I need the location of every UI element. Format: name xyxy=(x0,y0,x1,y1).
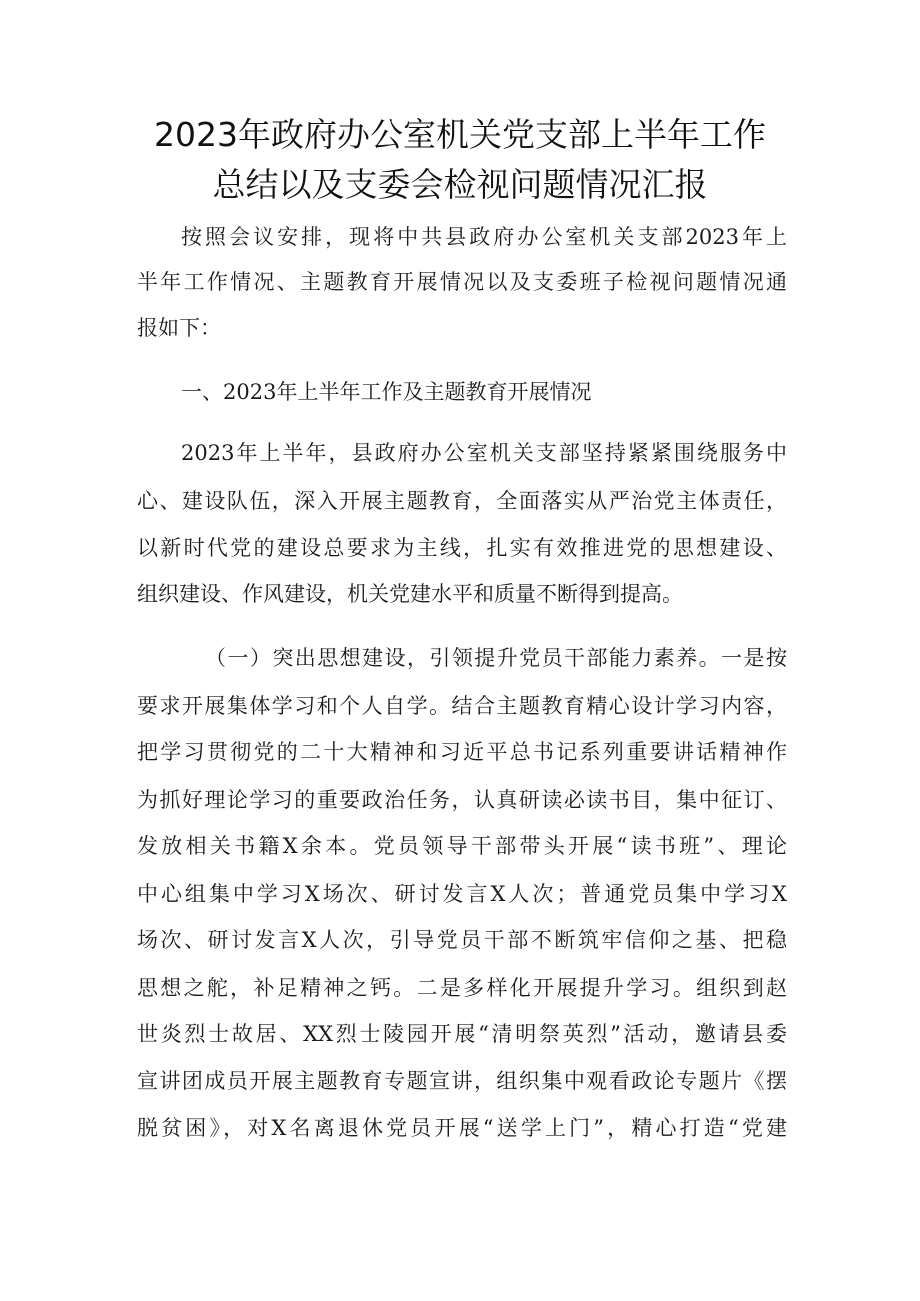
intro-line-1: 按照会议安排，现将中共县政府办公室机关支部2023年上 xyxy=(181,225,787,249)
intro-line-2: 半年工作情况、主题教育开展情况以及支委班子检视问题情况通 xyxy=(137,270,787,294)
para2-line-4: 为抓好理论学习的重要政治任务，认真研读必读书目，集中征订、 xyxy=(137,788,787,812)
para2-line-6: 中心组集中学习X场次、研讨发言X人次；普通党员集中学习X xyxy=(137,882,787,906)
para2-line-7: 场次、研讨发言X人次，引导党员干部不断筑牢信仰之基、把稳 xyxy=(137,928,787,952)
para2-line-10: 宣讲团成员开展主题教育专题宣讲，组织集中观看政论专题片《摆 xyxy=(137,1069,787,1093)
para2-line-1: （一）突出思想建设，引领提升党员干部能力素养。一是按 xyxy=(205,646,787,670)
para2-line-8: 思想之舵，补足精神之钙。二是多样化开展提升学习。组织到赵 xyxy=(137,976,787,1000)
intro-line-3: 报如下： xyxy=(137,316,221,340)
para2-line-5: 发放相关书籍X余本。党员领导干部带头开展“读书班”、理论 xyxy=(137,834,787,858)
para1-line-3: 以新时代党的建设总要求为主线，扎实有效推进党的思想建设、 xyxy=(137,536,787,560)
para2-line-3: 把学习贯彻党的二十大精神和习近平总书记系列重要讲话精神作 xyxy=(137,740,787,764)
section-heading-1: 一、2023年上半年工作及主题教育开展情况 xyxy=(181,380,592,404)
para1-line-4: 组织建设、作风建设，机关党建水平和质量不断得到提高。 xyxy=(137,582,683,606)
para2-line-9: 世炎烈士故居、XX烈士陵园开展“清明祭英烈”活动，邀请县委 xyxy=(137,1022,787,1046)
document-title-line-1: 2023年政府办公室机关党支部上半年工作 xyxy=(154,115,766,154)
para1-line-2: 心、建设队伍，深入开展主题教育，全面落实从严治党主体责任， xyxy=(137,489,787,513)
para1-line-1: 2023年上半年，县政府办公室机关支部坚持紧紧围绕服务中 xyxy=(181,441,787,465)
para2-line-2: 要求开展集体学习和个人自学。结合主题教育精心设计学习内容， xyxy=(137,694,787,718)
document-title-line-2: 总结以及支委会检视问题情况汇报 xyxy=(212,165,708,204)
para2-line-11: 脱贫困》，对X名离退休党员开展“送学上门”，精心打造“党建 xyxy=(137,1116,787,1140)
